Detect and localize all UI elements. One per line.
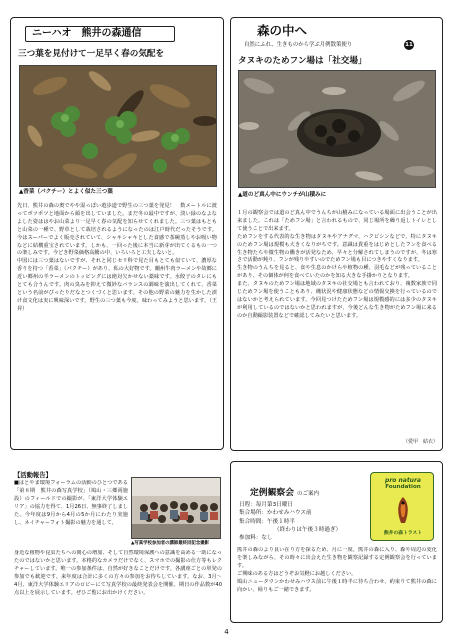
column-badge: ニーハオ 熊井の森通信 — [25, 26, 175, 42]
photo-caption-right: ▲道のど真ん中にウンチが山積みに — [238, 192, 327, 198]
logo-caption: 熊井の森トラスト — [383, 531, 423, 536]
issue-number-badge: 11 — [405, 42, 413, 48]
event-title: 定例観察会 — [250, 488, 294, 498]
pro-natura-logo — [370, 472, 434, 541]
event-title-suffix: のご案内 — [297, 491, 320, 497]
article-body-right: １月の観察会では道のど真ん中でうんちが山積みになっている場面に出会うことが出来ました。これは「ためフン場」と言われるもので、同じ場所を繰り返しトイレとして使うことで出来ます。 ためフンをする代表的な生き物はタヌキやアナグマ、ハクビシンなどで、特にタヌキのためフン場は規模も大きくなりがちです。意識は貴重をはじめとしたフンを食べる生き物たちや微生物の働きが活発なため、早々と分解されてしまうのですが、冬は寒さで活動が鈍り、フンが残りやすいのでためフン場も目につきやすくなります。 生き物のうんちを見ると、食や生息のかけらや植物の種、羽毛などが残っていることがあり、その個体が何を食べていたのかを知る大きな手掛かりとなります。 また、タヌキのためフン場は地域のタヌキの社交場とも言われており、複数家族で同じためフン場を使うこともあり、縄状況や健康状態などの情報交換を行っているのではないかと考えられています。今回見つけたためフン場は規模感的には多少のタヌキが利用しているのではないかと思われますが、今後どんな生き物がためフン場に来るのか自動撮影装置などで確認してみたいと思います。 — [237, 210, 437, 319]
schedule-row: （終わりは午後３時過ぎ） — [274, 526, 342, 533]
schedule-row: 集合時間：午後１時半 — [239, 518, 295, 525]
activity-report-body-top: ■はとやま環境フォーラムの活動のひとつである「第８期 熊井の森写真学校」（鳩山・三郷両施設）のフィールドでの撮影が、「東洋大学体験エリア」の協力を得て、1月26日、無事終了しました。今年度は9月から4月の5か月にわたり実施し、ネイチャーフォト撮影の魅力を通して、 — [14, 480, 128, 526]
activity-report-heading: 【活動報告】 — [14, 472, 52, 479]
article-author-right: （愛甲 結衣） — [402, 439, 438, 445]
logo-text-top: pro natura — [385, 477, 421, 484]
event-title-row — [250, 484, 319, 500]
activity-report-body-bottom: 身近な植物や昆虫たちへの関心の増加、そして自然環境保護への意識を高める一助になったのではないかと思います。本格的なカメラだけでなく、スマホでの撮影の仕方等もレクチャーしています。唯一の参加条件は、自然が好きなことだけです。各講座ごとの単発の参加でも歓迎です。来年度は合計に多くの方々の参加をお待ちしています。なお、3月～4月、東洋大学体験エリアのロビーにて写真学校の最終発表会を開催、期日の作品数が40点以上を展示しています。ぜひご覧にお出かけください。 — [14, 550, 222, 596]
photo-school-group-photo — [131, 477, 221, 539]
group-photo-image — [132, 478, 221, 539]
group-photo-caption: ▲写真学校参加者の講師最終回記念撮影 — [131, 541, 210, 546]
page-number: 4 — [224, 628, 229, 636]
dropping-pile-image — [239, 71, 436, 188]
article-heading-left: 三つ葉を見付けて一足早く春の気配を — [18, 49, 165, 59]
article-heading-right: タヌキのためフン場は「社交場」 — [238, 56, 367, 66]
logo-text-name: Foundation — [385, 484, 421, 490]
mitsuba-leaves-image — [20, 66, 217, 187]
section-subtitle: 自然にふれ、生きものから学ぶ月例散策便り — [244, 42, 353, 48]
photo-caption-left: ▲香菜（パクチー）とよく似た三つ葉 — [19, 189, 113, 195]
kingfisher-icon — [393, 495, 413, 525]
schedule-row: 日程：毎月第3日曜日 — [239, 502, 293, 508]
event-description: 熊井の森のより良い在り方を探るため、月に一度、熊井の森に入り、森や周辺の変化を楽しみながら、その時々に出会えた生き物を観察記録する定例観察会を行っています。 ご興味のある方はどうぞお気軽にお越しください。 鳩山ニュータウンかわせみハウス前に午後１時半に待ち合わせ、約束りて熊井の森に向かい、帰りもご一緒できます。 — [237, 547, 437, 593]
section-title: 森の中へ — [257, 23, 308, 38]
article-body-left: 先日、熊井の森の奥でやや湿っぽい遊歩道で野生の三つ葉を発見！ 数メートルに渡ってポツポツと地面から顔を出していました。まだ冬の最中ですが、淡い緑のなよなよした姿ははやお山菜より一足早く春の気配を知らせてくれました。三つ葉はもともと山菜の一種で、野草として栽培されるようになったのは江戸時代だったそうです。今はスーパーでよく販売されていて、シャキシャキとした食感で茶碗蒸しやお吸い物などに結構重宝されています。しかも、一回った後に本当に新芽が出てくるもの一つの楽しみです。今どき野菜価格高騰の中、いろいろと工夫しないと。 中国には三つ葉はないですが、それと同じセリ科で見た目もとても似ていて、濃厚な香りを持つ「香菜」（パクチー）があり、私の大好物です。蘭州牛肉ラーメンや故郷に近い郷州の羊ラーメンのトッピングには絶対欠かせない薬味です。水餃子のタレにもとても合うんです。肉の臭みを抑えて微妙なバランスの調味を演出してくれて、香菜という名前がぴったりだなとつくづくと思います。その他の野菜の魅力を生かした漬け食文化は実に興味深いです。野生の三つ葉も今度、味わってみようと思います。（王 昇） — [17, 203, 217, 312]
mitsuba-photo — [19, 65, 217, 187]
schedule-row: 参加料：なし — [239, 535, 273, 542]
tanuki-latrine-photo — [238, 70, 436, 188]
event-schedule — [239, 501, 361, 542]
schedule-row: 集合場所：かわせみハウス前 — [239, 510, 312, 517]
